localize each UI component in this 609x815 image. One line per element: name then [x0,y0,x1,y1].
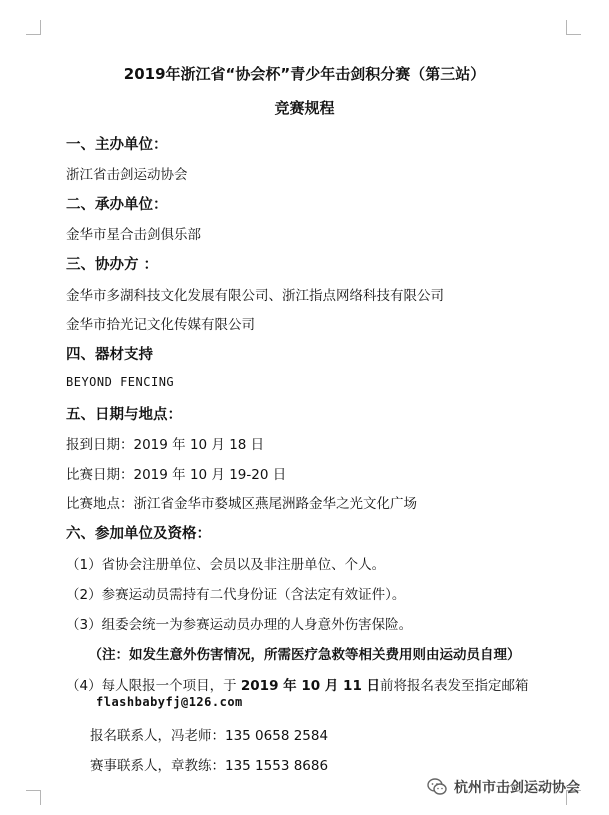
crop-mark-top-right [566,20,581,35]
venue: 比赛地点：浙江省金华市婺城区燕尾洲路金华之光文化广场 [66,496,417,512]
registration-email: flashbabyfj@126.com [96,695,243,709]
undertaker-heading: 二、承办单位： [66,197,168,213]
organizer-text: 浙江省击剑运动协会 [66,167,188,183]
document-subtitle: 竞赛规程 [274,99,335,117]
item-4-prefix: （4）每人限报一个项目，于 [66,678,241,694]
watermark [426,776,580,798]
registration-contact: 报名联系人，冯老师：135 0658 2584 [90,728,329,744]
undertaker-text: 金华市星合击剑俱乐部 [66,227,201,243]
registration-deadline: 2019 年 10 月 11 日 [240,678,381,694]
wechat-icon [426,776,448,798]
event-contact: 赛事联系人，章教练：135 1553 8686 [90,758,329,774]
crop-mark-bottom-left [26,790,41,805]
equipment-heading: 四、器材支持 [66,347,153,363]
co-organizer-line-2: 金华市拾光记文化传媒有限公司 [66,317,255,333]
document-title: 2019年浙江省“协会杯”青少年击剑积分赛（第三站） [123,65,486,83]
watermark-text: 杭州市击剑运动协会 [454,780,580,796]
co-organizer-heading: 三、协办方 ： [66,257,159,273]
crop-mark-top-left [26,20,41,35]
date-venue-heading: 五、日期与地点： [66,407,182,423]
eligibility-heading: 六、参加单位及资格： [66,526,211,542]
equipment-sponsor: BEYOND FENCING [66,375,175,389]
match-date: 比赛日期：2019 年 10 月 19-20 日 [66,467,287,483]
eligibility-item-4 [66,674,529,694]
organizer-heading: 一、主办单位： [66,137,168,153]
eligibility-item-3: （3）组委会统一为参赛运动员办理的人身意外伤害保险。 [66,617,413,633]
eligibility-item-2: （2）参赛运动员需持有二代身份证（含法定有效证件）。 [66,587,406,603]
report-date: 报到日期：2019 年 10 月 18 日 [66,437,265,453]
eligibility-item-1: （1）省协会注册单位、会员以及非注册单位、个人。 [66,557,386,573]
item-4-suffix: 前将报名表发至指定邮箱 [380,678,529,694]
insurance-note: （注：如发生意外伤害情况，所需医疗急救等相关费用则由运动员自理） [88,647,521,663]
co-organizer-line-1: 金华市多湖科技文化发展有限公司、浙江指点网络科技有限公司 [66,288,444,304]
